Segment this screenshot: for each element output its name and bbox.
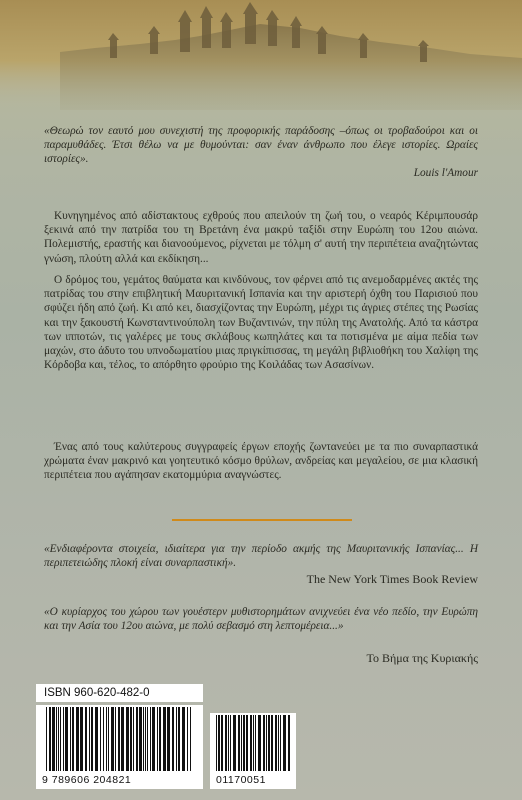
barcode-bar [266, 715, 267, 771]
barcode-bar [133, 707, 134, 771]
barcode-bar [250, 715, 252, 771]
review-source: Το Βήμα της Κυριακής [366, 651, 478, 665]
barcode-bar [271, 715, 273, 771]
barcode-bar [241, 715, 242, 771]
barcode-bar [288, 715, 290, 771]
barcode-bar [80, 707, 83, 771]
barcode-bars [36, 705, 203, 773]
barcode-bar [150, 707, 151, 771]
barcode-bar [56, 707, 57, 771]
barcode-bar [263, 715, 265, 771]
barcode-bar [106, 707, 107, 771]
barcode-bar [221, 715, 223, 771]
barcode-bar [63, 707, 64, 771]
barcode-bar [182, 707, 185, 771]
ean-barcode [36, 705, 203, 789]
isbn-label: ISBN 960-620-482-0 [36, 684, 203, 702]
addon-barcode [210, 713, 296, 789]
barcode-bar [258, 715, 261, 771]
epigraph-quote: «Θεωρώ τον εαυτό μου συνεχιστή της προφορικής παράδοσης –όπως οι τροβαδούροι και οι παραμυθάδες. Έτσι θέλω να με θυμούνται: σαν έναν άνθρωπο που έλεγε ιστορίες. Ωραίες ιστορίες». [44, 125, 478, 166]
barcode-bar [278, 715, 279, 771]
barcode-bar [70, 707, 71, 771]
barcode-bar [230, 715, 231, 771]
barcode-bar [72, 707, 74, 771]
divider-rule [172, 519, 352, 521]
barcode-bar [145, 707, 146, 771]
barcode-bar [136, 707, 138, 771]
barcode-bar [100, 707, 101, 771]
ean-digits: 9 789606 204821 [42, 774, 132, 786]
barcode-bar [275, 715, 277, 771]
epigraph-author: Louis l'Amour [413, 167, 478, 179]
barcode-bar [58, 707, 59, 771]
barcode-bar [218, 715, 220, 771]
barcode-bar [118, 707, 120, 771]
barcode-bar [167, 707, 170, 771]
barcode-bar [187, 707, 188, 771]
barcode-bar [176, 707, 177, 771]
review-quote: «Ο κυρίαρχος του χώρου των γουέστερν μυθιστορημάτων ανιχνεύει ένα νέο πεδίο, την Ευρώπη και την Ασία του 12ου αιώνα, με πολύ σεβασμό στη λεπτομέρεια...» [44, 606, 478, 633]
barcode-bar [52, 707, 55, 771]
barcode-bar [121, 707, 124, 771]
review-source: The New York Times Book Review [306, 572, 478, 586]
barcode-bar [143, 707, 144, 771]
body-paragraph: Ο δρόμος του, γεμάτος θαύματα και κινδύνους, τον φέρνει από τις ανεμοδαρμένες ακτές της πατρίδας του στην επιβλητική Μαυριτανική Ισπανία και την αριστερή όχθη του Παρισιού που σφύζει ήδη από ζωή. Κι από κει, διασχίζοντας την Ευρώπη, μέχρι τις άγριες στέπες της Ρωσίας και την ξακουστή Κωνσταντινούπολη των Βυζαντινών, την πύλη της Ανατολής. Από τα κάστρα των ιπποτών, τις γαλέρες με τους σκλάβους κωπηλάτες και τα ποτισμένα με αίμα πεδία των μαχών, στο άδυτο του υπνοδωματίου μιας πριγκίπισσας, τη μεγάλη βιβλιοθήκη του Χαλίφη της Κόρδοβα και, τέλος, το απόρθητο φρούριο της Κοιλάδας των Ασασίνων. [44, 274, 478, 372]
barcode-bar [233, 715, 236, 771]
barcode-bar [65, 707, 68, 771]
barcode-bar [89, 707, 90, 771]
barcode-bar [172, 707, 174, 771]
barcode-bar [238, 715, 240, 771]
barcode-bar [147, 707, 148, 771]
barcode-bar [253, 715, 254, 771]
barcode-bar [130, 707, 132, 771]
body-paragraph: Ένας από τους καλύτερους συγγραφείς έργων εποχής ζωντανεύει με τα πιο συναρπαστικά χρώματα έναν μακρινό και γοητευτικό κόσμο θρύλων, ανδρείας και μεγαλείου, σε μια κλασική περιπέτεια που αγάπησαν εκατομμύρια αναγνώστες. [44, 441, 478, 482]
barcode-bar [126, 707, 129, 771]
barcode-bar [268, 715, 270, 771]
barcode-bar [60, 707, 61, 771]
review-quote: «Ενδιαφέροντα στοιχεία, ιδιαίτερα για την περίοδο ακμής της Μαυριτανικής Ισπανίας... Η περιπετειώδης πλοκή είναι συναρπαστική». [44, 543, 478, 570]
barcode-bar [243, 715, 245, 771]
addon-barcode-bars [210, 713, 296, 773]
barcode-bar [91, 707, 93, 771]
barcode-bar [85, 707, 87, 771]
barcode-bar [163, 707, 166, 771]
barcode-bar [159, 707, 161, 771]
barcode-bar [280, 715, 281, 771]
barcode-bar [76, 707, 79, 771]
barcode-bar [178, 707, 180, 771]
castle-illustration [0, 0, 522, 110]
barcode-bar [111, 707, 114, 771]
barcode-bar [255, 715, 256, 771]
barcode-bar [139, 707, 142, 771]
barcode-bar [46, 707, 47, 771]
barcode-bar [152, 707, 155, 771]
barcode-bar [103, 707, 104, 771]
addon-digits: 01170051 [216, 774, 266, 786]
barcode-bar [49, 707, 51, 771]
barcode-bar [225, 715, 227, 771]
barcode-bar [246, 715, 248, 771]
body-paragraph: Κυνηγημένος από αδίστακτους εχθρούς που απειλούν τη ζωή του, ο νεαρός Κέριμπουσάρ ξεκινά από την πατρίδα του τη Βρετάνη ένα μακρύ ταξίδι στην Ευρώπη του 12ου αιώνα. Πολεμιστής, εραστής και διανοούμενος, ρίχνεται με τόλμη σ' αυτή την περιπέτεια αναζητώντας γνώση, πλούτη αλλά και εκδίκηση... [44, 210, 478, 265]
barcode-bar [157, 707, 158, 771]
barcode-bar [115, 707, 116, 771]
barcode-bar [216, 715, 217, 771]
barcode-bar [190, 707, 191, 771]
barcode-bar [95, 707, 98, 771]
barcode-bar [283, 715, 286, 771]
barcode-bar [228, 715, 229, 771]
barcode-bar [108, 707, 109, 771]
